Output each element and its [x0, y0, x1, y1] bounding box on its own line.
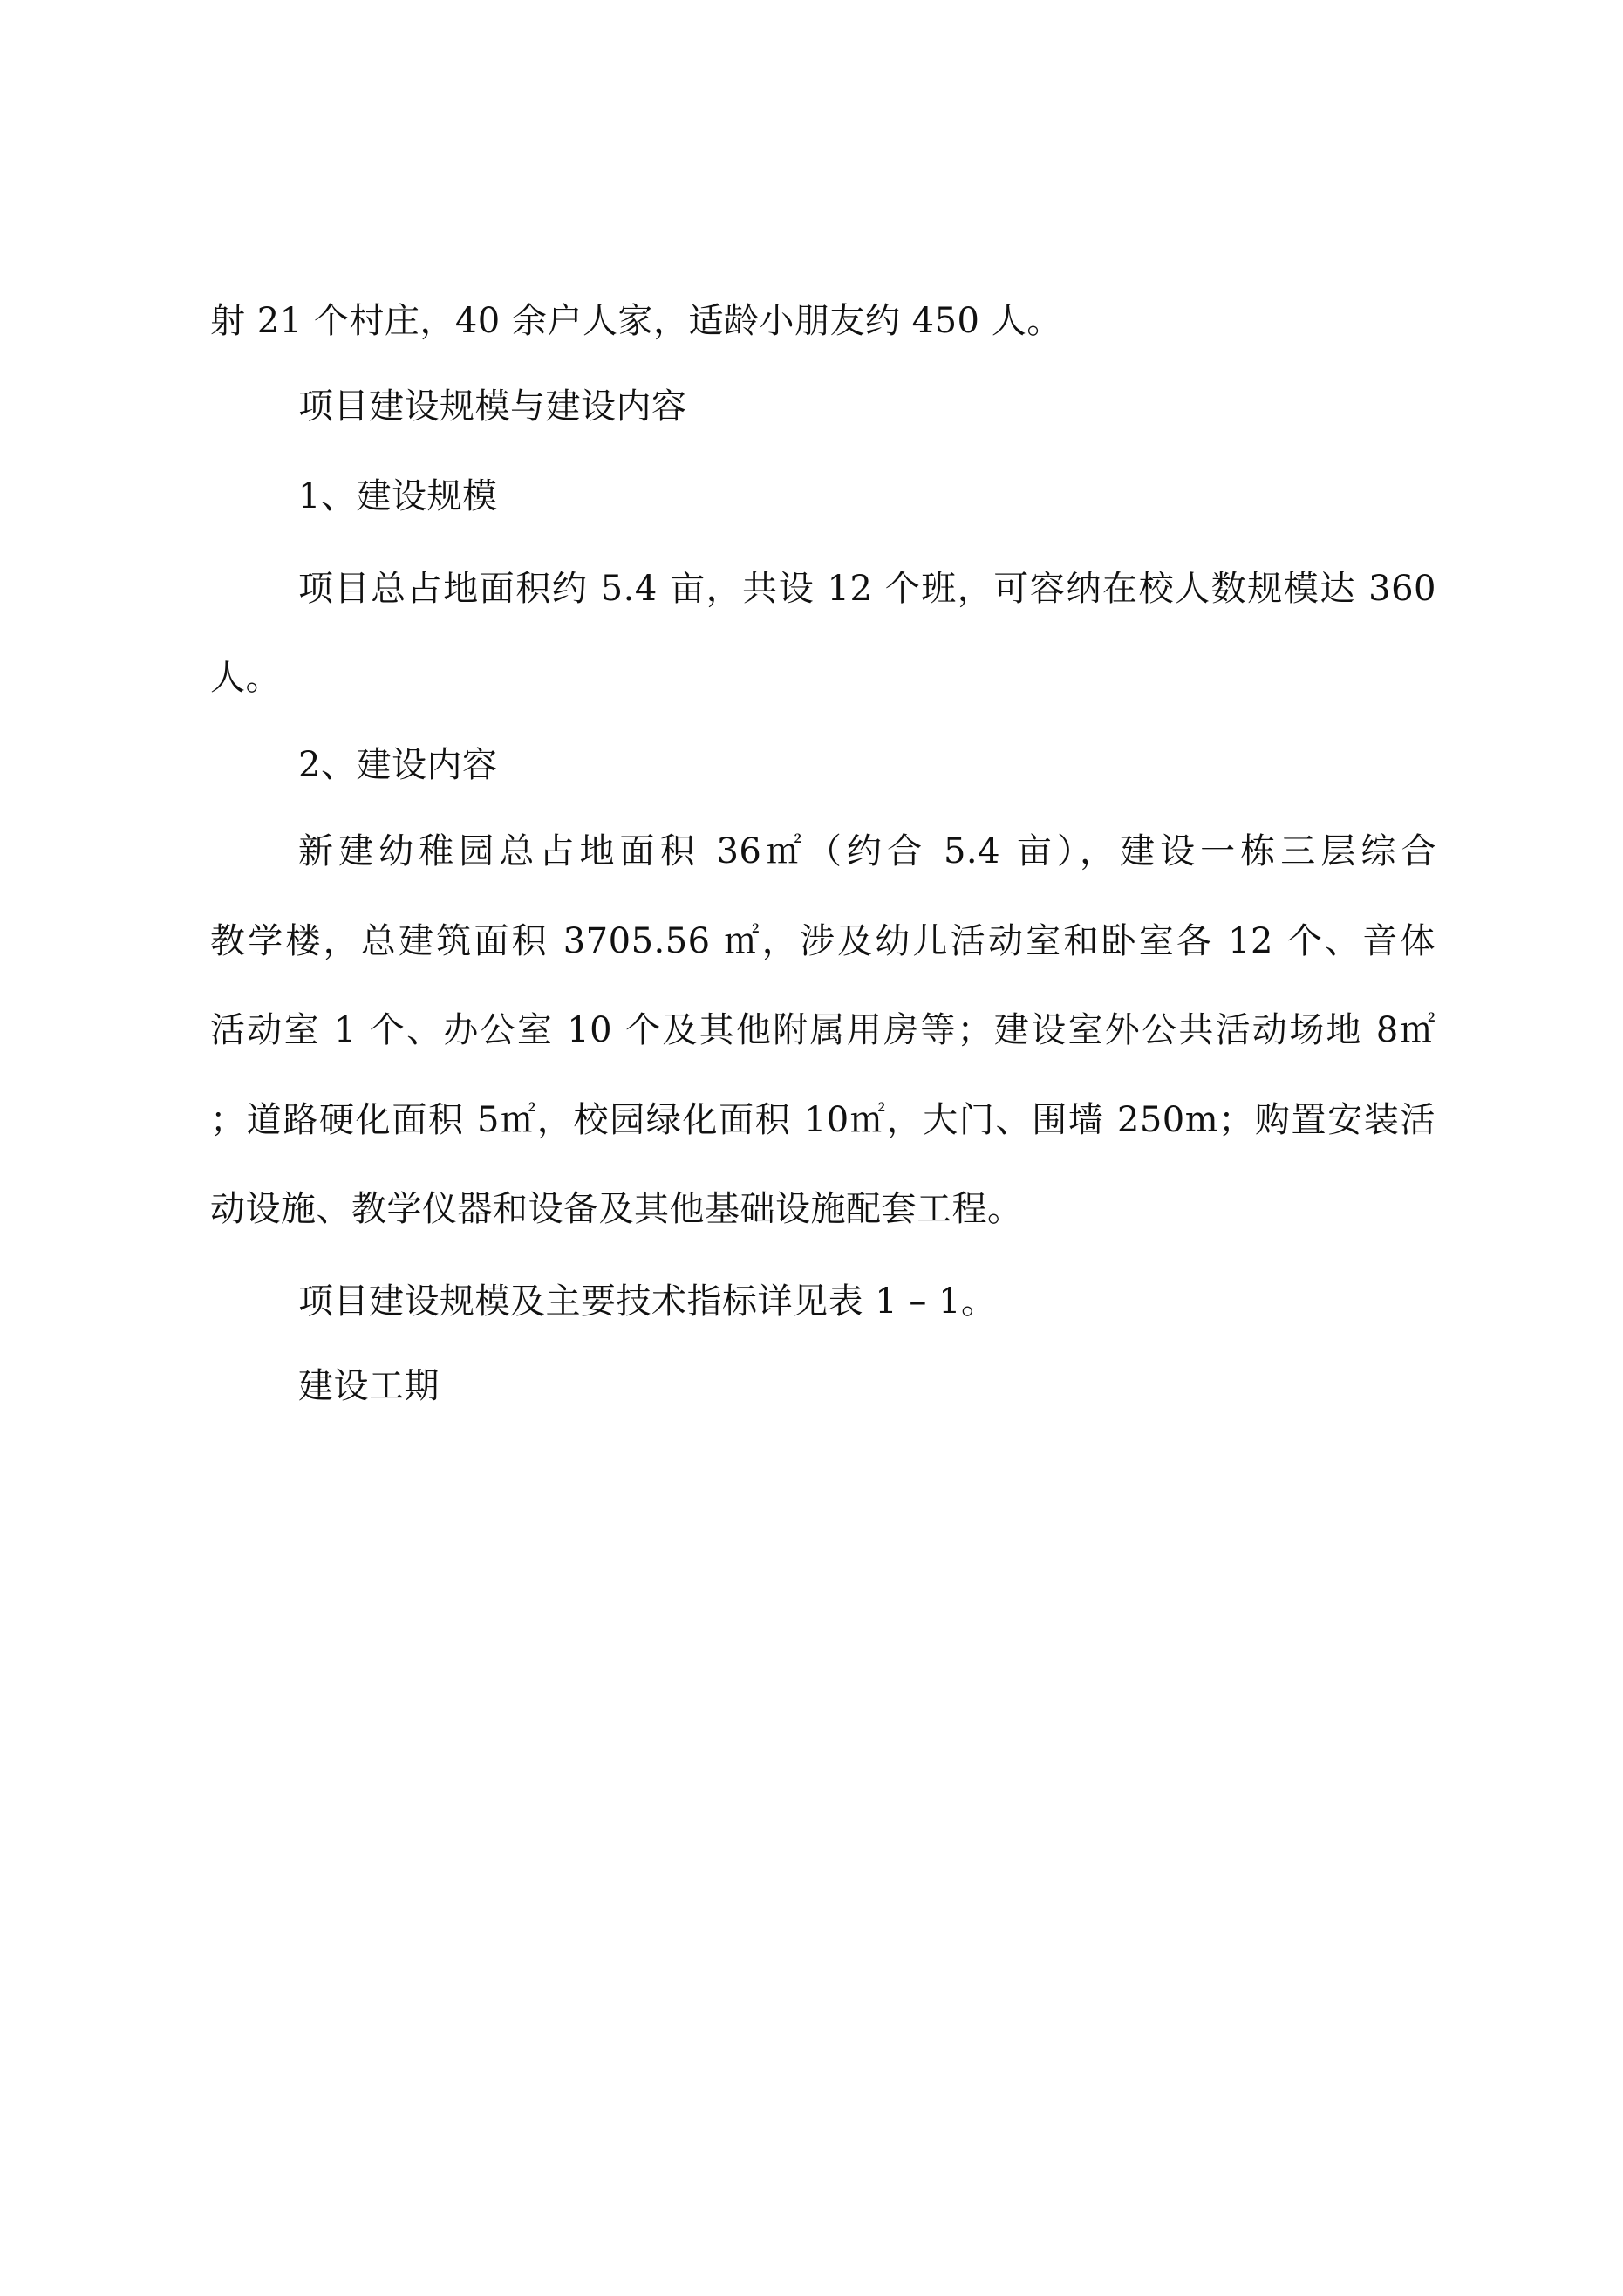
- paragraph-line: 活动室 1 个、办公室 10 个及其他附属用房等；建设室外公共活动场地 8㎡: [210, 1010, 1435, 1050]
- section-heading: 建设工期: [298, 1366, 440, 1406]
- paragraph-line: 动设施、教学仪器和设备及其他基础设施配套工程。: [210, 1189, 1023, 1229]
- paragraph-line: 新建幼稚园总占地面积 36㎡（约合 5.4 亩），建设一栋三层综合: [298, 831, 1436, 871]
- subsection-heading: 2、建设内容: [298, 745, 498, 785]
- subsection-heading: 1、建设规模: [298, 476, 498, 516]
- section-heading: 项目建设规模与建设内容: [298, 386, 687, 427]
- paragraph-line: 教学楼，总建筑面积 3705.56 ㎡，涉及幼儿活动室和卧室各 12 个、音体: [210, 921, 1435, 961]
- paragraph-line: 射 21 个村庄，40 余户人家，适龄小朋友约 450 人。: [210, 301, 1062, 341]
- paragraph-line: ；道路硬化面积 5㎡，校园绿化面积 10㎡，大门、围墙 250m；购置安装活: [210, 1100, 1435, 1140]
- paragraph-line: 项目建设规模及主要技术指标详见表 1 – 1。: [298, 1281, 997, 1322]
- paragraph-line: 项目总占地面积约 5.4 亩，共设 12 个班，可容纳在校人数规模达 360: [298, 569, 1436, 609]
- paragraph-line: 人。: [210, 658, 281, 698]
